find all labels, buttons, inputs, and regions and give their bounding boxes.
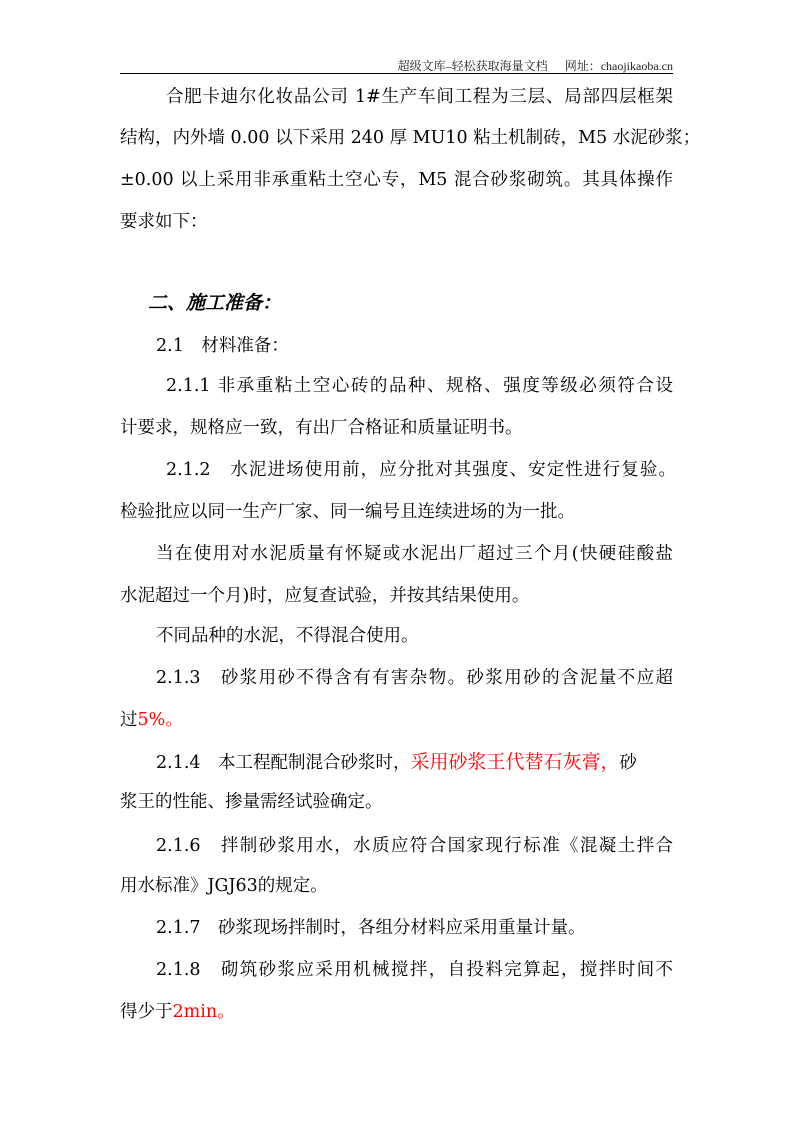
para-line: 计要求，规格应一致，有出厂合格证和质量证明书。	[120, 418, 523, 438]
header-rule	[120, 73, 673, 74]
para-line: 当在使用对水泥质量有怀疑或水泥出厂超过三个月(快硬硅酸盐	[156, 544, 673, 564]
text: 2.1.4 本工程配制混合砂浆时，	[156, 753, 411, 773]
para-line	[120, 708, 673, 732]
page-header	[384, 57, 673, 74]
subsection-heading: 2.1 材料准备：	[156, 336, 289, 356]
para-line	[120, 1000, 673, 1024]
para-line: 要求如下：	[120, 212, 208, 232]
text: 过	[120, 710, 138, 730]
para-line: 合肥卡迪尔化妆品公司 1#生产车间工程为三层、局部四层框架	[166, 87, 673, 107]
para-line: 检验批应以同一生产厂家、同一编号且连续进场的为一批。	[120, 502, 575, 522]
header-site: 超级文库–轻松获取海量文档	[397, 59, 548, 73]
para-line: 水泥超过一个月)时，应复查试验，并按其结果使用。	[120, 586, 530, 606]
para-line: ±0.00 以上采用非承重粘土空心专，M5 混合砂浆砌筑。其具体操作	[120, 170, 673, 190]
para-line: 2.1.7 砂浆现场拌制时，各组分材料应采用重量计量。	[156, 918, 586, 938]
text: 得少于	[120, 1002, 173, 1022]
section-heading: 二、施工准备：	[148, 292, 282, 314]
highlighted-text: 2min。	[172, 1002, 235, 1022]
para-line: 用水标准》JGJ63的规定。	[120, 876, 328, 896]
para-line: 2.1.2 水泥进场使用前，应分批对其强度、安定性进行复验。	[166, 460, 676, 480]
para-line: 结构，内外墙 0.00 以下采用 240 厚 MU10 粘土机制砖，M5 水泥砂浆；	[120, 128, 701, 148]
para-line: 浆王的性能、掺量需经试验确定。	[120, 792, 383, 812]
para-line: 2.1.3 砂浆用砂不得含有有害杂物。砂浆用砂的含泥量不应超	[156, 668, 673, 688]
header-url: 网址：chaojikaoba.cn	[564, 59, 673, 73]
para-line: 2.1.6 拌制砂浆用水，水质应符合国家现行标准《混凝土拌合	[156, 836, 673, 856]
highlighted-text: 5%。	[137, 710, 183, 730]
highlighted-text: 采用砂浆王代替石灰膏，	[410, 751, 620, 773]
para-line	[156, 750, 709, 775]
text: 砂	[619, 753, 638, 773]
para-line: 2.1.1 非承重粘土空心砖的品种、规格、强度等级必须符合设	[166, 376, 673, 396]
para-line: 不同品种的水泥，不得混合使用。	[156, 626, 419, 646]
para-line: 2.1.8 砌筑砂浆应采用机械搅拌，自投料完算起，搅拌时间不	[156, 960, 673, 980]
